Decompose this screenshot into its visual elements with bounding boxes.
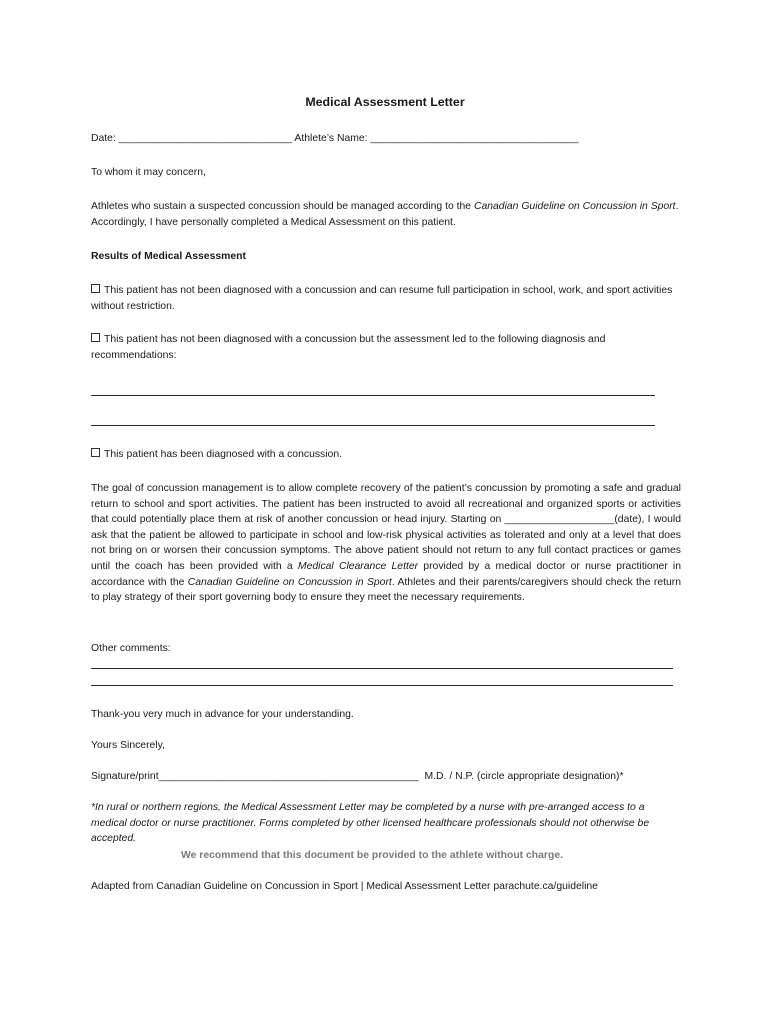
goal-paragraph xyxy=(91,481,681,606)
salutation: To whom it may concern, xyxy=(91,167,206,178)
adapted-footer: Adapted from Canadian Guideline on Concussion in Sport | Medical Assessment Letter parachute.ca/guideline xyxy=(91,881,598,892)
checkbox-option-3[interactable] xyxy=(91,448,100,457)
page-title: Medical Assessment Letter xyxy=(305,95,465,109)
intro-text-2: . Accordingly, I have personally completed a Medical Assessment on this patient. xyxy=(91,201,679,228)
other-comments-label: Other comments: xyxy=(91,643,171,654)
diagnosis-line-1[interactable] xyxy=(91,395,655,396)
medical-clearance-letter-title: Medical Clearance Letter xyxy=(297,560,419,572)
intro-paragraph xyxy=(91,199,681,230)
checkbox-option-2[interactable] xyxy=(91,333,100,342)
checkbox-option-1[interactable] xyxy=(91,284,100,293)
intro-text-1: Athletes who sustain a suspected concussion should be managed according to the xyxy=(91,201,474,212)
option-3-label: This patient has been diagnosed with a concussion. xyxy=(104,449,342,460)
footnote: *In rural or northern regions, the Medical Assessment Letter may be completed by a nurse with pre-arranged access to a medical doctor or nurse practitioner. Forms completed by other licensed healthcare professionals should not otherwise be accepted. xyxy=(91,802,650,845)
diagnosis-line-2[interactable] xyxy=(91,425,655,426)
comments-line-1[interactable] xyxy=(91,668,673,669)
comments-line-2[interactable] xyxy=(91,685,673,686)
option-no-concussion-full xyxy=(91,283,681,314)
designation-label: M.D. / N.P. (circle appropriate designation)* xyxy=(424,771,624,782)
date-field-label[interactable]: Date: ______________________________ xyxy=(91,133,293,144)
recommendation-note: We recommend that this document be provided to the athlete without charge. xyxy=(181,850,563,861)
date-athlete-line xyxy=(91,131,579,147)
results-heading: Results of Medical Assessment xyxy=(91,251,246,262)
closing-line: Yours Sincerely, xyxy=(91,740,165,751)
option-concussion xyxy=(91,447,342,463)
intro-guideline-title: Canadian Guideline on Concussion in Sport xyxy=(473,201,676,212)
goal-text-3: . Athletes and their parents/caregivers should check the return to play strategy of their sport governing body to ensure they meet the necessary requirements. xyxy=(91,576,682,604)
goal-guideline-title: Canadian Guideline on Concussion in Sport xyxy=(187,576,392,588)
signature-line xyxy=(91,769,624,785)
option-no-concussion-diagnosis xyxy=(91,332,681,363)
signature-field[interactable]: Signature/print_____________________________________________ xyxy=(91,771,419,782)
goal-text-1: The goal of concussion management is to allow complete recovery of the patient’s concussion by promoting a safe and gradual return to school and sport activities. The patient has been instructed to avoid all recreational and organized sports or activities that could potentially place them at risk of another concussion or head injury. Starting on ___________________(date), I would ask that the patient be allowed to participate in school and low-risk physical activities as tolerated and only at a level that does not bring on or worsen their concussion symptoms. The above patient should not return to any full contact practices or games until the coach has been provided with a xyxy=(91,483,681,572)
option-2-label: This patient has not been diagnosed with a concussion but the assessment led to the following diagnosis and recommendations: xyxy=(91,334,606,361)
goal-text-2: provided by a medical doctor or nurse practitioner in accordance with the xyxy=(91,560,682,588)
athlete-name-field-label[interactable]: Athlete’s Name: ____________________________________ xyxy=(294,133,579,144)
option-1-label: This patient has not been diagnosed with a concussion and can resume full participation in school, work, and sport activities without restriction. xyxy=(91,285,673,312)
thanks-line: Thank-you very much in advance for your understanding. xyxy=(91,709,354,720)
